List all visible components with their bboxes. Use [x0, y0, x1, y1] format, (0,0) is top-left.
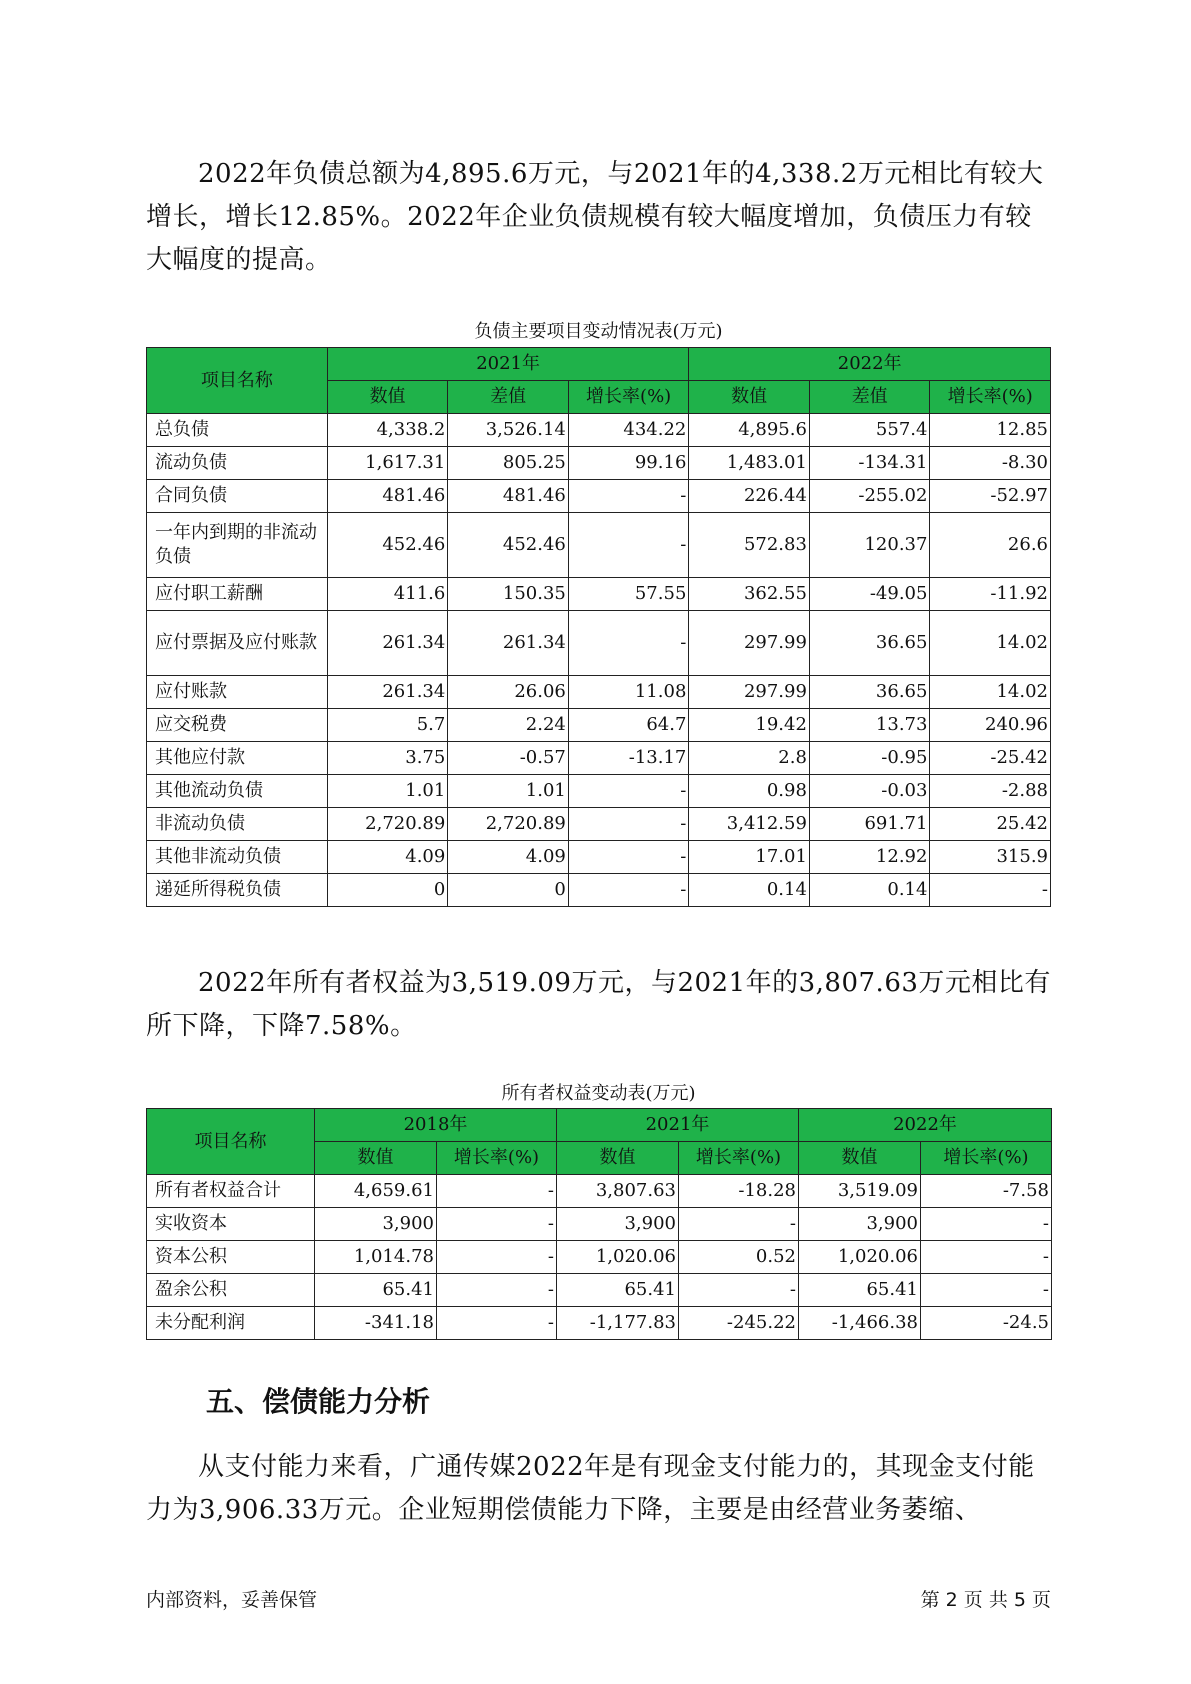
table-cell: -7.58 [921, 1175, 1052, 1208]
table-cell: -49.05 [809, 578, 930, 611]
row-label: 总负债 [147, 414, 328, 447]
subheader-value: 数值 [799, 1142, 921, 1175]
table-cell: 57.55 [568, 578, 689, 611]
row-label: 流动负债 [147, 447, 328, 480]
table-cell: 411.6 [327, 578, 448, 611]
table-cell: 1,617.31 [327, 447, 448, 480]
table-cell: -1,177.83 [557, 1307, 679, 1340]
row-label: 其他非流动负债 [147, 841, 328, 874]
table-cell: 3,900 [799, 1208, 921, 1241]
table-cell: 13.73 [809, 709, 930, 742]
table-cell: 691.71 [809, 808, 930, 841]
subheader-value: 数值 [315, 1142, 437, 1175]
row-label: 非流动负债 [147, 808, 328, 841]
table-row [147, 874, 1051, 907]
table-row [147, 775, 1051, 808]
row-label: 其他流动负债 [147, 775, 328, 808]
table-cell: -245.22 [679, 1307, 799, 1340]
table-cell: 0.14 [689, 874, 810, 907]
table-cell: 3.75 [327, 742, 448, 775]
table-cell: 297.99 [689, 676, 810, 709]
table-cell: 12.92 [809, 841, 930, 874]
table-cell: 120.37 [809, 513, 930, 578]
table-row [147, 1274, 1052, 1307]
table-cell: 12.85 [930, 414, 1051, 447]
table-row [147, 1241, 1052, 1274]
table-cell: 3,807.63 [557, 1175, 679, 1208]
table-cell: -255.02 [809, 480, 930, 513]
row-label: 递延所得税负债 [147, 874, 328, 907]
paragraph-solvency: 从支付能力来看，广通传媒2022年是有现金支付能力的，其现金支付能力为3,906.33万元。企业短期偿债能力下降，主要是由经营业务萎缩、 [146, 1452, 1035, 1525]
table-cell: 1.01 [327, 775, 448, 808]
table-cell: 805.25 [448, 447, 569, 480]
table-cell: 2,720.89 [327, 808, 448, 841]
table-cell: 452.46 [327, 513, 448, 578]
table-cell: - [921, 1208, 1052, 1241]
table-cell: - [568, 775, 689, 808]
table-cell: 17.01 [689, 841, 810, 874]
table-row [147, 1208, 1052, 1241]
table-row [147, 414, 1051, 447]
table-cell: -1,466.38 [799, 1307, 921, 1340]
header-year-2021: 2021年 [557, 1109, 799, 1142]
table-cell: -11.92 [930, 578, 1051, 611]
table-row [147, 808, 1051, 841]
table-cell: 1,483.01 [689, 447, 810, 480]
table-cell: 2.8 [689, 742, 810, 775]
row-label: 所有者权益合计 [147, 1175, 315, 1208]
row-label: 其他应付款 [147, 742, 328, 775]
table-cell: 11.08 [568, 676, 689, 709]
table-cell: -0.95 [809, 742, 930, 775]
table-row [147, 513, 1051, 578]
subheader-growth-rate: 增长率(%) [921, 1142, 1052, 1175]
table-cell: 362.55 [689, 578, 810, 611]
table-row [147, 1175, 1052, 1208]
subheader-diff: 差值 [448, 381, 569, 414]
table-cell: 65.41 [315, 1274, 437, 1307]
row-label: 应付票据及应付账款 [147, 611, 328, 676]
table-cell: 481.46 [327, 480, 448, 513]
header-item-name: 项目名称 [147, 1109, 315, 1175]
table-cell: 14.02 [930, 611, 1051, 676]
table-cell: -13.17 [568, 742, 689, 775]
equity-table [146, 1108, 1052, 1340]
table-cell: 2.24 [448, 709, 569, 742]
table-cell: - [437, 1307, 557, 1340]
table-cell: 1,014.78 [315, 1241, 437, 1274]
table-cell: 0 [448, 874, 569, 907]
table-row [147, 480, 1051, 513]
table-row [147, 841, 1051, 874]
row-label: 应付账款 [147, 676, 328, 709]
table-row [147, 742, 1051, 775]
table-cell: - [568, 808, 689, 841]
table-cell: - [437, 1274, 557, 1307]
footer-confidential-note: 内部资料，妥善保管 [146, 1589, 318, 1611]
table-cell: - [679, 1208, 799, 1241]
table-cell: - [568, 480, 689, 513]
table-cell: - [679, 1274, 799, 1307]
table-cell: - [437, 1175, 557, 1208]
subheader-growth-rate: 增长率(%) [437, 1142, 557, 1175]
table-cell: 557.4 [809, 414, 930, 447]
table-cell: 3,900 [315, 1208, 437, 1241]
row-label: 应交税费 [147, 709, 328, 742]
row-label: 资本公积 [147, 1241, 315, 1274]
table-cell: 3,900 [557, 1208, 679, 1241]
table-cell: 0.98 [689, 775, 810, 808]
table-cell: - [568, 874, 689, 907]
table-cell: -134.31 [809, 447, 930, 480]
table-cell: - [568, 841, 689, 874]
table-cell: -0.57 [448, 742, 569, 775]
table-cell: 1,020.06 [799, 1241, 921, 1274]
table-cell: 434.22 [568, 414, 689, 447]
table-caption-liabilities: 负债主要项目变动情况表(万元) [474, 321, 723, 342]
table-row [147, 611, 1051, 676]
table-cell: -0.03 [809, 775, 930, 808]
table-cell: 0 [327, 874, 448, 907]
subheader-growth-rate: 增长率(%) [679, 1142, 799, 1175]
table-cell: 19.42 [689, 709, 810, 742]
table-cell: 65.41 [799, 1274, 921, 1307]
row-label: 实收资本 [147, 1208, 315, 1241]
row-label: 合同负债 [147, 480, 328, 513]
table-cell: 240.96 [930, 709, 1051, 742]
table-cell: 65.41 [557, 1274, 679, 1307]
table-cell: 4.09 [448, 841, 569, 874]
table-cell: 4,659.61 [315, 1175, 437, 1208]
table-cell: 0.52 [679, 1241, 799, 1274]
table-cell: 36.65 [809, 611, 930, 676]
section-heading: 五、偿债能力分析 [206, 1385, 431, 1418]
table-cell: 297.99 [689, 611, 810, 676]
table-row [147, 578, 1051, 611]
row-label: 未分配利润 [147, 1307, 315, 1340]
table-cell: 99.16 [568, 447, 689, 480]
header-year-2022: 2022年 [799, 1109, 1052, 1142]
subheader-diff: 差值 [809, 381, 930, 414]
table-cell: 14.02 [930, 676, 1051, 709]
table-cell: 261.34 [448, 611, 569, 676]
header-year-2018: 2018年 [315, 1109, 557, 1142]
table-cell: - [568, 513, 689, 578]
table-cell: -25.42 [930, 742, 1051, 775]
table-row [147, 447, 1051, 480]
table-row [147, 676, 1051, 709]
table-cell: 481.46 [448, 480, 569, 513]
table-cell: 1,020.06 [557, 1241, 679, 1274]
table-cell: - [437, 1241, 557, 1274]
subheader-value: 数值 [557, 1142, 679, 1175]
table-cell: 26.6 [930, 513, 1051, 578]
table-row [147, 709, 1051, 742]
table-cell: 452.46 [448, 513, 569, 578]
table-cell: 3,526.14 [448, 414, 569, 447]
subheader-growth-rate: 增长率(%) [568, 381, 689, 414]
table-cell: - [921, 1241, 1052, 1274]
table-cell: 5.7 [327, 709, 448, 742]
row-label: 应付职工薪酬 [147, 578, 328, 611]
row-label: 一年内到期的非流动负债 [147, 513, 328, 578]
table-cell: 2,720.89 [448, 808, 569, 841]
table-row [147, 1307, 1052, 1340]
table-cell: -24.5 [921, 1307, 1052, 1340]
table-cell: 25.42 [930, 808, 1051, 841]
footer-page-number: 第 2 页 共 5 页 [920, 1589, 1051, 1611]
table-cell: 261.34 [327, 611, 448, 676]
table-cell: 261.34 [327, 676, 448, 709]
table-cell: 572.83 [689, 513, 810, 578]
row-label: 盈余公积 [147, 1274, 315, 1307]
table-cell: 4,895.6 [689, 414, 810, 447]
table-cell: 0.14 [809, 874, 930, 907]
table-cell: 150.35 [448, 578, 569, 611]
header-item-name: 项目名称 [147, 348, 328, 414]
table-cell: 26.06 [448, 676, 569, 709]
table-cell: - [437, 1208, 557, 1241]
table-cell: -52.97 [930, 480, 1051, 513]
table-cell: -2.88 [930, 775, 1051, 808]
header-year-2021: 2021年 [327, 348, 689, 381]
table-cell: - [568, 611, 689, 676]
table-cell: - [921, 1274, 1052, 1307]
table-caption-equity: 所有者权益变动表(万元) [501, 1083, 696, 1104]
subheader-value: 数值 [689, 381, 810, 414]
liabilities-table [146, 347, 1051, 907]
table-cell: 64.7 [568, 709, 689, 742]
table-cell: -18.28 [679, 1175, 799, 1208]
table-cell: 36.65 [809, 676, 930, 709]
table-cell: 4.09 [327, 841, 448, 874]
table-cell: -8.30 [930, 447, 1051, 480]
table-cell: - [930, 874, 1051, 907]
table-cell: 1.01 [448, 775, 569, 808]
subheader-growth-rate: 增长率(%) [930, 381, 1051, 414]
header-year-2022: 2022年 [689, 348, 1051, 381]
table-cell: 3,412.59 [689, 808, 810, 841]
table-cell: 4,338.2 [327, 414, 448, 447]
table-cell: 315.9 [930, 841, 1051, 874]
table-cell: 226.44 [689, 480, 810, 513]
table-cell: 3,519.09 [799, 1175, 921, 1208]
table-cell: -341.18 [315, 1307, 437, 1340]
paragraph-liabilities-summary: 2022年负债总额为4,895.6万元，与2021年的4,338.2万元相比有较大增长，增长12.85%。2022年企业负债规模有较大幅度增加，负债压力有较大幅度的提高。 [146, 159, 1044, 275]
subheader-value: 数值 [327, 381, 448, 414]
paragraph-equity-summary: 2022年所有者权益为3,519.09万元，与2021年的3,807.63万元相比有所下降，下降7.58%。 [146, 968, 1051, 1041]
